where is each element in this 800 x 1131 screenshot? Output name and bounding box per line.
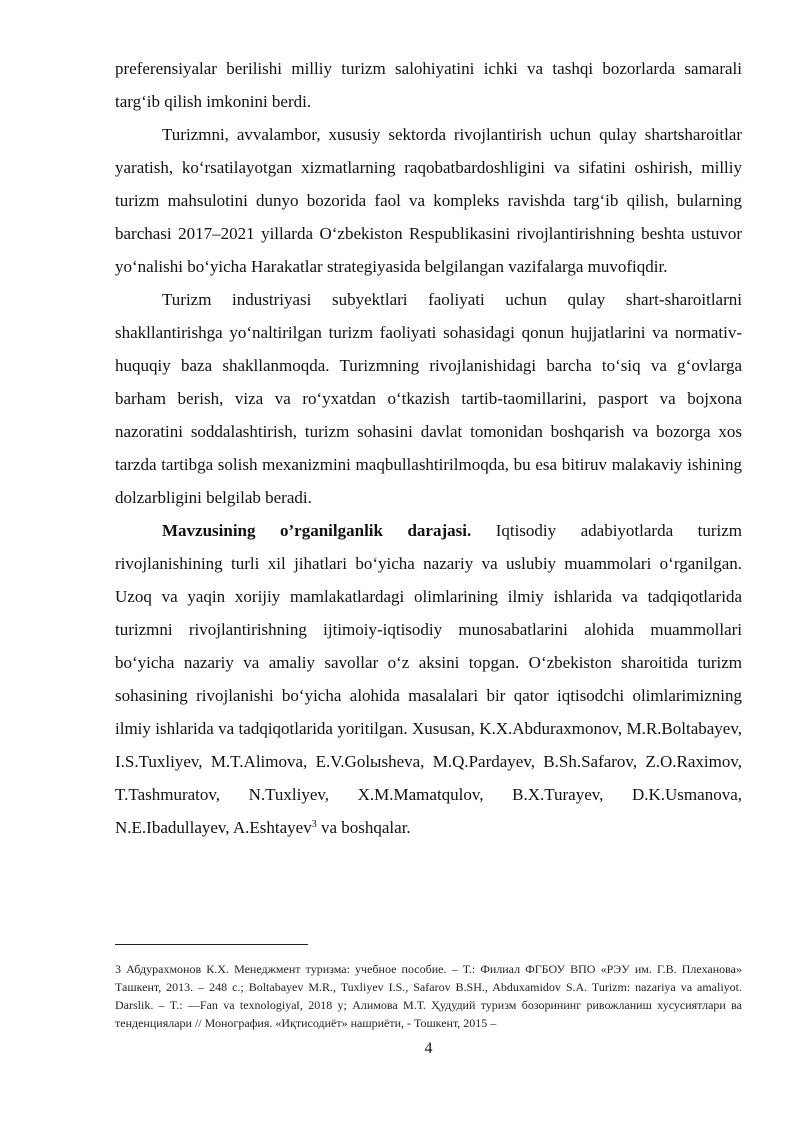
section-heading: Mavzusining o’rganilganlik darajasi.: [162, 521, 472, 540]
page-number: 4: [424, 1040, 433, 1057]
paragraph-literature-review: [115, 514, 742, 844]
section-text: Iqtisodiy adabiyotlarda turizm rivojlanishining turli xil jihatlari bo‘yicha nazariy va uslubiy muammolari o‘rganilgan. Uzoq va yaqin xorijiy mamlakatlardagi olimlarining ilmiy ishlarida va tadqiqotlarida turizmni rivojlantirishning ijtimoiy-iqtisodiy munosabatlarini alohida muammollari bo‘yicha nazariy va amaliy savollar o‘z aksini topgan. O‘zbekiston sharoitida turizm sohasining rivojlanishi bo‘yicha alohida masalalari bir qator iqtisodchi olimlarimizning ilmiy ishlarida va tadqiqotlarida yoritilgan. Xususan, K.X.Abduraxmonov, M.R.Boltabayev, I.S.Tuxliyev, M.T.Alimova, E.V.Golыsheva, M.Q.Pardayev, B.Sh.Safarov, Z.O.Raximov, T.Tashmuratov, N.Tuxliyev, X.M.Mamatqulov, B.X.Turayev, D.K.Usmanova, N.E.Ibadullayev, A.Eshtayev: [115, 521, 742, 837]
page-body: [115, 52, 742, 844]
footnote-separator: [115, 944, 308, 945]
paragraph-2: Turizmni, avvalambor, xususiy sektorda rivojlantirish uchun qulay shartsharoitlar yaratish, ko‘rsatilayotgan xizmatlarning raqobatbardoshligini va sifatini oshirish, milliy turizm mahsulotini dunyo bozorida faol va kompleks ravishda targ‘ib qilish, bularning barchasi 2017–2021 yillarda O‘zbekiston Respublikasini rivojlantirishning beshta ustuvor yo‘nalishi bo‘yicha Harakatlar strategiyasida belgilangan vazifalarga muvofiqdir.: [115, 125, 742, 276]
paragraph-1: preferensiyalar berilishi milliy turizm salohiyatini ichki va tashqi bozorlarda samarali targ‘ib qilish imkonini berdi.: [115, 59, 742, 111]
paragraph-3: Turizm industriyasi subyektlari faoliyati uchun qulay shart-sharoitlarni shakllantirishga yo‘naltirilgan turizm faoliyati sohasidagi qonun hujjatlarini va normativ-huquqiy baza shakllanmoqda. Turizmning rivojlanishidagi barcha to‘siq va g‘ovlarga barham berish, viza va ro‘yxatdan o‘tkazish tartib-taomillarini, pasport va bojxona nazoratini soddalashtirish, turizm sohasini davlat tomonidan boshqarish va bozorga xos tarzda tartibga solish mexanizmini maqbullashtirilmoqda, bu esa bitiruv malakaviy ishining dolzarbligini belgilab beradi.: [115, 290, 742, 507]
section-tail: va boshqalar.: [316, 818, 411, 837]
footnote: 3 Абдурахмонов К.Х. Менеджмент туризма: учебное пособие. – Т.: Филиал ФГБОУ ВПО «РЭУ им. Г.В. Плеханова» Ташкент, 2013. – 248 с.; Boltabayev M.R., Tuxliyev I.S., Safarov B.SH., Abduxamidov S.A. Turizm: nazariya va amaliyot. Darslik. – T.: ―Fan va texnologiya‖, 2018 y; Алимова М.Т. Ҳудудий туризм бозорининг ривожланиш хусусиятлари ва тенденциялари // Монография. «Иқтисодиёт» нашриёти, - Тошкент, 2015 –: [115, 962, 742, 1030]
footnote-marker[interactable]: 3: [311, 819, 317, 830]
